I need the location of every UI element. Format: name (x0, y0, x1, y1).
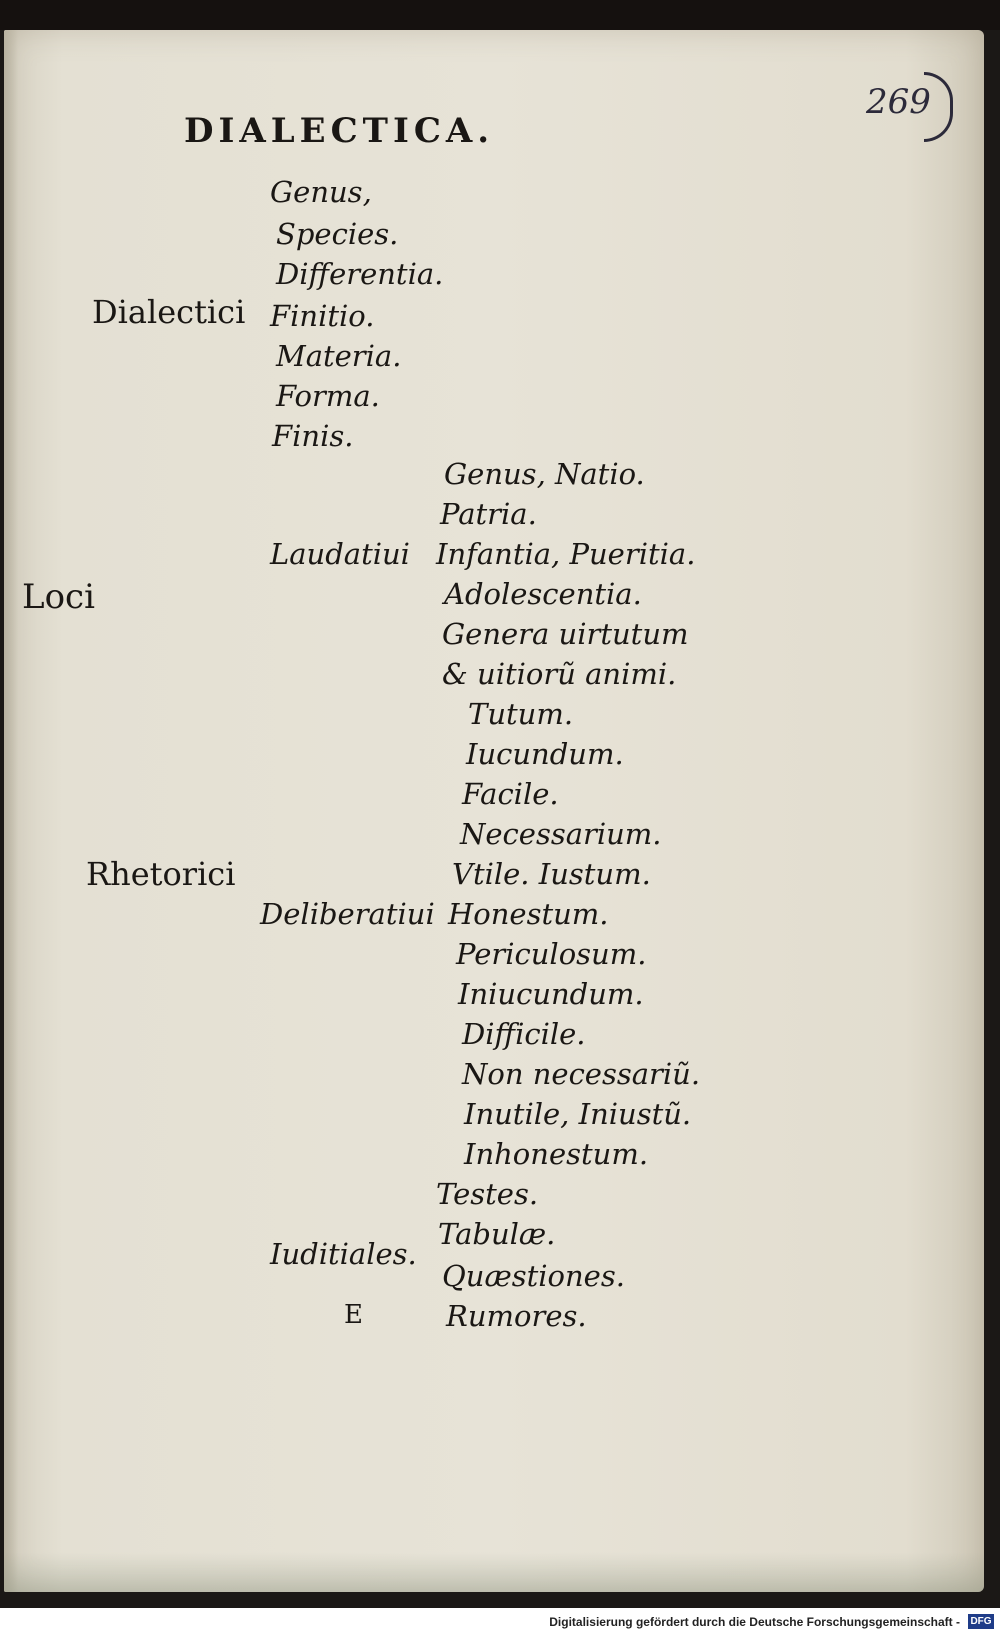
deliberatiui-item: Facile. (462, 777, 559, 811)
rhetorici-label: Rhetorici (86, 855, 236, 893)
laudatiui-item: Genus, Natio. (444, 457, 645, 491)
laudatiui-item: Adolescentia. (444, 577, 642, 611)
iuditiales-item: Quæstiones. (442, 1259, 625, 1293)
laudatiui-label: Laudatiui (270, 537, 410, 571)
deliberatiui-item: Necessarium. (460, 817, 662, 851)
laudatiui-item: & uitiorũ animi. (442, 657, 677, 691)
page-gutter-shadow (4, 30, 18, 1592)
deliberatiui-item: Iucundum. (466, 737, 624, 771)
deliberatiui-item: Difficile. (462, 1017, 586, 1051)
signature-mark: E (344, 1300, 363, 1330)
running-title: DIALECTICA. (184, 111, 495, 151)
dialectici-item: Finitio. (270, 299, 375, 333)
dialectici-label: Dialectici (92, 293, 246, 331)
iuditiales-label: Iuditiales. (270, 1237, 417, 1271)
scan-top-margin (0, 0, 1000, 30)
iuditiales-item: Rumores. (446, 1299, 587, 1333)
deliberatiui-item: Tutum. (468, 697, 574, 731)
dialectici-item: Differentia. (276, 257, 444, 291)
page-number: 269 (866, 82, 931, 122)
loci-root-label: Loci (22, 577, 95, 617)
funding-credit: Digitalisierung gefördert durch die Deutsche Forschungsgemeinschaft - (549, 1615, 960, 1629)
dialectici-item: Species. (276, 217, 399, 251)
deliberatiui-item: Inhonestum. (464, 1137, 649, 1171)
dialectici-item: Finis. (272, 419, 354, 453)
deliberatiui-item: Inutile, Iniustũ. (464, 1097, 692, 1131)
dialectici-item: Genus, (270, 175, 372, 209)
dialectici-item: Forma. (276, 379, 380, 413)
iuditiales-item: Testes. (436, 1177, 539, 1211)
laudatiui-item: Patria. (440, 497, 537, 531)
digitization-footer (0, 1608, 1000, 1636)
laudatiui-item: Genera uirtutum (442, 617, 689, 651)
dialectici-item: Materia. (276, 339, 402, 373)
deliberatiui-item: Vtile. Iustum. (452, 857, 651, 891)
book-page (4, 30, 984, 1592)
deliberatiui-label: Deliberatiui (260, 897, 435, 931)
deliberatiui-item: Honestum. (448, 897, 609, 931)
page-number-flourish (924, 72, 953, 142)
page-bottom-stain (4, 1552, 984, 1592)
iuditiales-item: Tabulæ. (438, 1217, 556, 1251)
laudatiui-item: Infantia, Pueritia. (436, 537, 696, 571)
dfg-logo: DFG (968, 1614, 994, 1629)
deliberatiui-item: Periculosum. (456, 937, 647, 971)
deliberatiui-item: Iniucundum. (458, 977, 644, 1011)
deliberatiui-item: Non necessariũ. (462, 1057, 701, 1091)
